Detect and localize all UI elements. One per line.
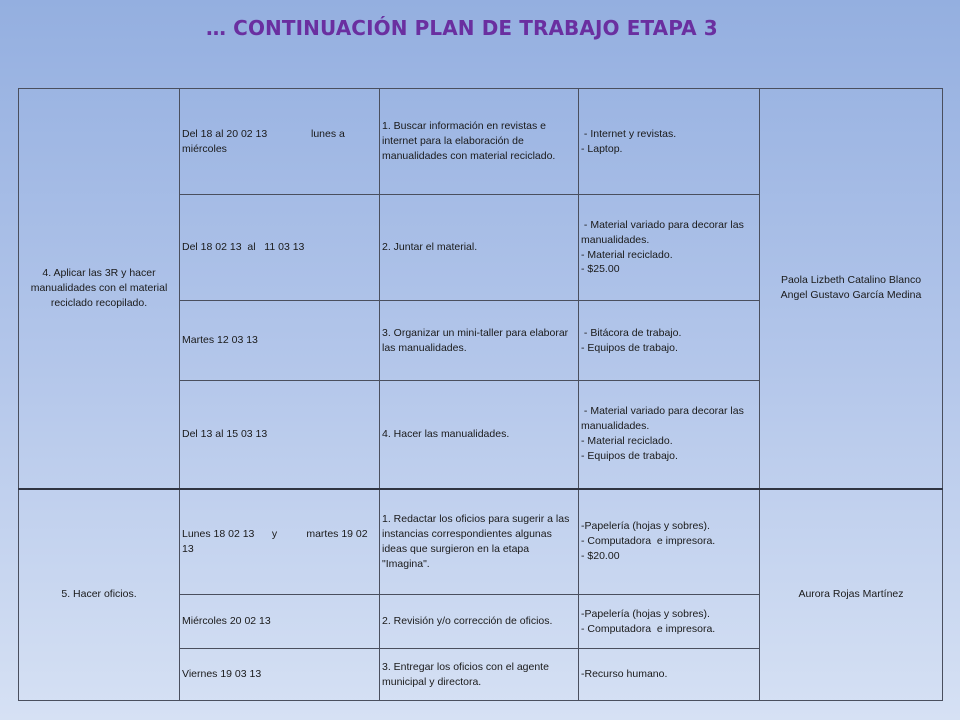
resource-item: - Equipos de trabajo. bbox=[581, 341, 678, 354]
resource-item: - Internet y revistas. bbox=[581, 127, 677, 140]
table-row bbox=[19, 489, 943, 595]
resources-cell bbox=[579, 195, 760, 301]
resources-cell bbox=[579, 301, 760, 381]
work-plan-table bbox=[18, 88, 943, 701]
activity-cell: 3. Entregar los oficios con el agente municipal y directora. bbox=[380, 649, 579, 701]
date-cell: Martes 12 03 13 bbox=[180, 301, 380, 381]
resources-cell bbox=[579, 381, 760, 489]
resource-item: - $20.00 bbox=[581, 550, 620, 563]
responsible-name: Aurora Rojas Martínez bbox=[798, 588, 904, 601]
resource-item: - Computadora e impresora. bbox=[581, 535, 716, 548]
objective-cell: 5. Hacer oficios. bbox=[19, 489, 180, 701]
activity-cell: 2. Juntar el material. bbox=[380, 195, 579, 301]
resource-item: -Papelería (hojas y sobres). bbox=[581, 607, 710, 620]
responsible-cell bbox=[760, 489, 943, 701]
table-row bbox=[19, 89, 943, 195]
resources-cell bbox=[579, 489, 760, 595]
date-cell: Viernes 19 03 13 bbox=[180, 649, 380, 701]
activity-cell: 1. Redactar los oficios para sugerir a las instancias correspondientes algunas ideas que surgieron en la etapa "Imagina". bbox=[380, 489, 579, 595]
activity-cell: 4. Hacer las manualidades. bbox=[380, 381, 579, 489]
resource-item: -Recurso humano. bbox=[581, 668, 668, 681]
date-cell: Miércoles 20 02 13 bbox=[180, 595, 380, 649]
resource-item: - Material reciclado. bbox=[581, 248, 673, 261]
objective-cell: 4. Aplicar las 3R y hacer manualidades con el material reciclado recopilado. bbox=[19, 89, 180, 489]
resource-item: -Papelería (hojas y sobres). bbox=[581, 520, 710, 533]
resources-cell bbox=[579, 89, 760, 195]
page-title: … CONTINUACIÓN PLAN DE TRABAJO ETAPA 3 bbox=[206, 16, 718, 40]
date-cell: Del 18 al 20 02 13 lunes a miércoles bbox=[180, 89, 380, 195]
resource-item: - Equipos de trabajo. bbox=[581, 450, 678, 463]
resource-item: - Bitácora de trabajo. bbox=[581, 326, 682, 339]
resources-cell bbox=[579, 595, 760, 649]
activity-cell: 3. Organizar un mini-taller para elaborar las manualidades. bbox=[380, 301, 579, 381]
resource-item: - Material variado para decorar las manualidades. bbox=[581, 405, 747, 433]
date-cell: Del 13 al 15 03 13 bbox=[180, 381, 380, 489]
resource-item: - Computadora e impresora. bbox=[581, 622, 716, 635]
responsible-cell bbox=[760, 89, 943, 489]
resource-item: - Material reciclado. bbox=[581, 435, 673, 448]
resources-cell bbox=[579, 649, 760, 701]
responsible-name: Angel Gustavo García Medina bbox=[780, 289, 922, 302]
date-cell: Lunes 18 02 13 y martes 19 02 13 bbox=[180, 489, 380, 595]
responsible-name: Paola Lizbeth Catalino Blanco bbox=[780, 274, 922, 287]
resource-item: - $25.00 bbox=[581, 263, 620, 276]
activity-cell: 2. Revisión y/o corrección de oficios. bbox=[380, 595, 579, 649]
activity-cell: 1. Buscar información en revistas e internet para la elaboración de manualidades con material reciclado. bbox=[380, 89, 579, 195]
resource-item: - Laptop. bbox=[581, 142, 623, 155]
resource-item: - Material variado para decorar las manualidades. bbox=[581, 218, 747, 246]
date-cell: Del 18 02 13 al 11 03 13 bbox=[180, 195, 380, 301]
